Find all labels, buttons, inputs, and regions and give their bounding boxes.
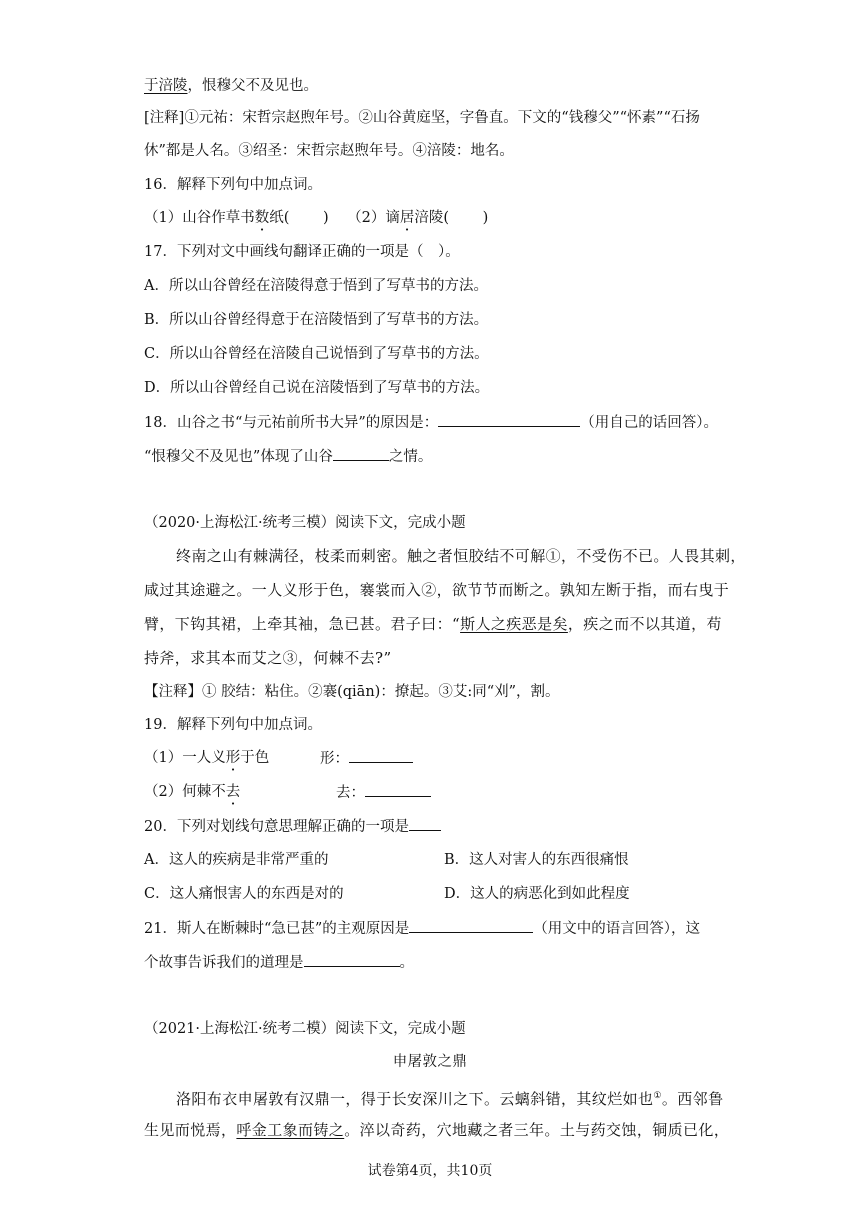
q19-item1-answer [320,748,413,769]
passage-3-text: 生见而悦焉， [144,1121,237,1139]
q19-item2 [144,782,240,802]
underlined-sentence: 呼金工象而铸之 [236,1121,345,1139]
q16-item1-dotted-word: 数 [254,210,270,226]
underlined-sentence: 斯人之疾恶是矣 [460,615,568,633]
question-21-line1 [144,918,700,939]
passage-3-text: 。西邻鲁 [661,1090,724,1108]
q20-option-a[interactable]: A．这人的疾病是非常严重的 [144,852,329,868]
passage-ending-line [144,76,318,96]
q20-option-b[interactable]: B．这人对害人的东西很痛恨 [444,852,629,868]
q17-option-b[interactable]: B．所以山谷曾经得意于在涪陵悟到了写草书的方法。 [144,312,489,328]
passage-3-line2 [144,1120,729,1140]
section-3-source: （2021·上海松江·统考二模）阅读下文，完成小题 [144,1021,466,1037]
q21-text-2: 个故事告诉我们的道理是 [144,955,304,971]
q21-answer-blank-2[interactable] [304,952,400,967]
q19-item2-answer [336,782,431,803]
q18-hint: （用自己的话回答）。 [580,415,719,431]
q16-item2-blank[interactable]: 涪陵( ) [414,210,489,226]
q21-answer-blank-1[interactable] [409,918,533,933]
q20-option-d[interactable]: D．这人的病恶化到如此程度 [444,886,630,902]
q18-answer-blank-1[interactable] [438,412,580,427]
question-20-stem [144,816,441,837]
question-16-stem: 16．解释下列句中加点词。 [144,177,322,193]
passage-2-text: ，疾之而不以其道，苟 [567,615,722,633]
q20-option-c[interactable]: C．这人痛恨害人的东西是对的 [144,886,344,902]
q17-option-d[interactable]: D．所以山谷曾经自己说在涪陵悟到了写草书的方法。 [144,380,490,396]
passage-2-line2: 咸过其途避之。一人义形于色，褰裳而入②，欲节节而断之。孰知左断于指，而右曳于 [144,581,730,599]
section-2-source: （2020·上海松江·统考三模）阅读下文，完成小题 [144,515,466,531]
q19-item1-text-post: 于色 [240,750,270,766]
q19-item2-label: 去： [336,785,365,801]
annotation-note-cont: 休”都是人名。③绍圣：宋哲宗赵煦年号。④涪陵：地名。 [144,143,514,159]
footnote-marker: ① [653,1091,662,1101]
passage-2-line3 [144,614,722,634]
question-18-line1 [144,412,718,433]
question-21-line2 [144,952,414,973]
section-3-title: 申屠敦之鼎 [392,1054,468,1070]
question-18-line2 [144,446,432,467]
q17-option-c[interactable]: C．所以山谷曾经在涪陵自己说悟到了写草书的方法。 [144,346,489,362]
q19-item1 [144,748,269,768]
q19-item1-label: 形： [320,751,349,767]
q19-item2-blank[interactable] [365,782,431,797]
q19-item2-text: （2）何棘不 [144,784,226,800]
q19-item2-dotted-word: 去 [225,784,241,800]
q21-text-3: 。 [399,955,414,971]
passage-2-line4: 持斧，求其本而艾之③，何棘不去?” [144,649,392,667]
passage-2-note: 【注释】① 胶结：粘住。②褰(qiān)：撩起。③艾:同“刈”，割。 [144,684,560,700]
passage-2-text: 臂，下钩其裙，上牵其袖，急已甚。君子曰：“ [144,615,461,633]
annotation-note: [注释]①元祐：宋哲宗赵煦年号。②山谷黄庭坚，字鲁直。下文的“钱穆父”“怀素”“石扬 [144,110,700,126]
question-19-stem: 19．解释下列句中加点词。 [144,717,322,733]
q20-text: 20．下列对划线句意思理解正确的一项是 [144,819,409,835]
passage-3-text: 洛阳布衣申屠敦有汉鼎一，得于长安深川之下。云螭斜错，其纹烂如也 [176,1090,654,1108]
passage-3-line1 [176,1086,723,1109]
q16-item2-dotted-word: 居 [399,210,415,226]
q19-item1-dotted-word: 形 [225,750,241,766]
q20-answer-blank[interactable] [409,816,441,831]
q19-item1-text: （1）一人义 [144,750,226,766]
page-footer: 试卷第4页，共10页 [367,1163,493,1179]
q21-hint: （用文中的语言回答），这 [533,921,701,937]
q16-item1-blank[interactable]: 纸( ) [269,210,329,226]
q19-item1-blank[interactable] [349,748,413,763]
passage-2-line1: 终南之山有棘满径，枝柔而刺密。触之者恒胶结不可解①，不受伤不已。人畏其刺， [176,547,746,565]
passage-text: ，恨穆父不及见也。 [187,78,318,94]
question-17-stem: 17．下列对文中画线句翻译正确的一项是（ ）。 [144,244,460,260]
q18-answer-blank-2[interactable] [333,446,389,461]
q16-item1-text: （1）山谷作草书 [144,210,255,226]
q18-text-3: 之情。 [388,449,433,465]
q16-item2-text: （2）谪 [347,210,400,226]
q18-text-2: “恨穆父不及见也”体现了山谷 [144,449,333,465]
q18-text: 18．山谷之书“与元祐前所书大异”的原因是： [144,415,439,431]
question-16-items [144,208,488,228]
q17-option-a[interactable]: A．所以山谷曾经在涪陵得意于悟到了写草书的方法。 [144,278,488,294]
q21-text: 21．斯人在断棘时“急已甚”的主观原因是 [144,921,410,937]
underlined-place-name: 于涪陵 [144,78,188,94]
passage-3-text: 。淬以奇药，穴地藏之者三年。土与药交蚀，铜质已化， [344,1121,730,1139]
